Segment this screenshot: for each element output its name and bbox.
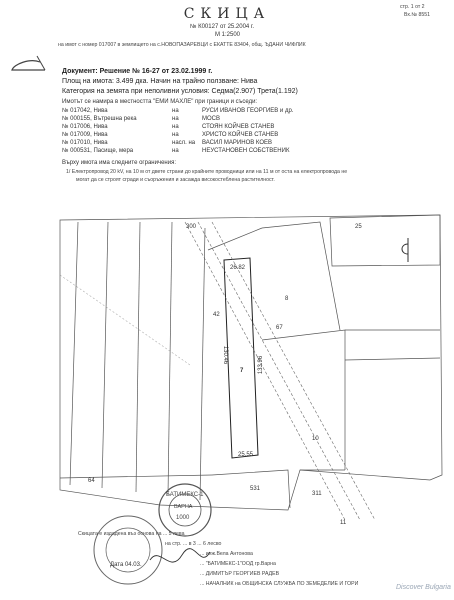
footer-line: Скицата е издадена въз основа на ... 5 лева [78, 531, 185, 537]
page-counter: стр. 1 от 2 [400, 4, 425, 10]
side-length-left: 130.46 [222, 345, 229, 365]
strip-line [70, 222, 78, 485]
parcel-label-25: 25 [355, 224, 362, 230]
plot-area: Площ на имота: 3.499 дка. Начин на трайно ползване: Нива [62, 78, 258, 85]
map-boundary [60, 215, 442, 510]
parcel-label-311: 311 [312, 491, 322, 497]
parcel-line [208, 228, 262, 250]
sketch-title: СКИЦА [183, 6, 271, 22]
side-length-bottom: 25.55 [238, 452, 254, 458]
strip-line [136, 222, 140, 492]
land-category: Категория на земята при неполивни условия: Седма(2.907) Трета(1.192) [62, 88, 298, 95]
parcel-line [262, 222, 340, 330]
restriction-line: могат да се строят сгради и съоръжения и засажда високостеблена растителност. [76, 177, 275, 183]
strip-line [102, 222, 108, 488]
reference-line: № К00127 от 25.2004 г. [190, 24, 255, 30]
parcel-label-531: 531 [250, 486, 261, 492]
restriction-line: 1/ Електропровод 20 kV, на 10 м от двете страни до крайните проводници или на 11 м от оста на електропровода не [66, 169, 348, 175]
parcel-label-10: 10 [312, 436, 319, 442]
footer-line: ... ДИМИТЪР ГЕОРГИЕВ РАДЕВ [200, 571, 280, 577]
parcel-line [345, 358, 440, 360]
footer-line: ... "БАТИМЕКС-1"ООД гр.Варна [200, 561, 276, 567]
powerline-edge [198, 222, 360, 520]
restrictions-title: Върху имота има следните ограничения: [62, 160, 176, 166]
footer-line: ... инж.Вела Антонова [200, 551, 253, 557]
incoming-number: Вх.№ 8551 [404, 12, 430, 18]
document-reference: Документ: Решение № 16-27 от 23.02.1999 г. [62, 68, 213, 75]
parcel-label-64: 64 [88, 478, 95, 484]
parcel-label-67: 67 [276, 325, 283, 331]
watermark: Discover Bulgaria [396, 584, 451, 591]
parcel-25 [330, 215, 440, 266]
footer-line: ... НАЧАЛНИК на ОБЩИНСКА СЛУЖБА ПО ЗЕМЕДЕЛИЕ И ГОРИ [200, 581, 359, 587]
strip-line [200, 228, 205, 500]
municipal-seal [94, 516, 162, 584]
powerline-corridor [185, 222, 375, 520]
stamp-inner-ring [169, 494, 201, 526]
cadastral-map [60, 215, 442, 510]
stamp-city: ВАРНА [174, 504, 193, 510]
stamp-company: БАТИМЕКС-1 [166, 492, 204, 498]
seal-outer-ring [94, 516, 162, 584]
parcel-label-300: 300 [186, 224, 197, 230]
parcel-line [262, 330, 345, 470]
side-length-top: 26.82 [230, 265, 246, 271]
parcel-label-8: 8 [285, 296, 289, 302]
binder-hook-line [37, 56, 45, 70]
side-length-right: 133.96 [258, 355, 265, 375]
plot-identification: на имот с номер 017007 в землището на с.НОВОПАЗАРЕВЦИ с ЕКАТТЕ 83404, общ. ЪДАНИ ЧИФЛИК [58, 42, 306, 48]
parcel-label-11: 11 [340, 520, 347, 526]
locality-line: Имотът се намира в местността "ЕМИ МАХЛЕ" при граници и съседи: [62, 99, 258, 105]
stamp-number: 1000 [176, 515, 190, 521]
parcel-label-7: 7 [240, 368, 244, 374]
issue-date: Дата 04.03. [110, 562, 142, 568]
parcel-label-42: 42 [213, 312, 220, 318]
strip-line [168, 222, 172, 495]
subject-plot-7 [224, 258, 258, 458]
footer-line: на стр. ... в 3 ... 6 лесво [165, 541, 222, 547]
river-icon [402, 238, 408, 262]
scale-label: М 1:2500 [215, 32, 241, 38]
